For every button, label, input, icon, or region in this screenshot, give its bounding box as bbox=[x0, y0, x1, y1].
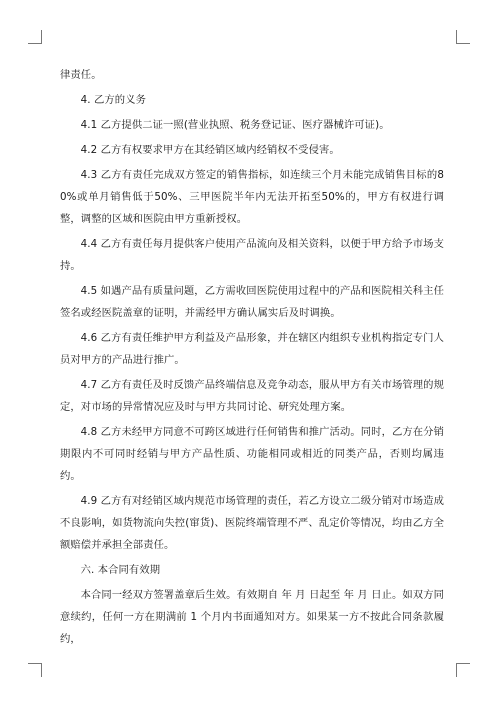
clause-4-2: 4.2 乙方有权要求甲方在其经销区域内经销权不受侵害。 bbox=[80, 144, 340, 156]
document-body bbox=[60, 64, 444, 653]
crop-mark-bottom-left bbox=[28, 663, 42, 677]
crop-mark-top-right bbox=[456, 30, 470, 44]
clause-4-7: 4.7 乙方有责任及时反馈产品终端信息及竞争动态，服从甲方有关市场管理的规定，对市场的异常情况应及时与甲方共同讨论、研究处理方案。 bbox=[60, 379, 444, 413]
section-heading-validity-period: 六. 本合同有效期 bbox=[80, 564, 161, 576]
clause-4-6: 4.6 乙方有责任维护甲方利益及产品形象，并在辖区内组织专业机构指定专门人员对甲方的产品进行推广。 bbox=[60, 332, 444, 366]
clause-4-3: 4.3 乙方有责任完成双方签定的销售指标，如连续三个月未能完成销售目标的80%或单月销售低于50%、三甲医院半年内无法开拓至50%的，甲方有权进行调整，调整的区域和医院由甲方重新授权。 bbox=[60, 169, 444, 225]
clause-4-1: 4.1 乙方提供二证一照(营业执照、税务登记证、医疗器械许可证)。 bbox=[80, 119, 390, 131]
clause-4-4: 4.4 乙方有责任每月提供客户使用产品流向及相关资料，以便于甲方给予市场支持。 bbox=[60, 238, 444, 272]
clause-4-8: 4.8 乙方未经甲方同意不可跨区域进行任何销售和推广活动。同时，乙方在分销期限内不可同时经销与甲方产品性质、功能相同或相近的同类产品，否则均属违约。 bbox=[60, 426, 444, 482]
clause-4-5: 4.5 如遇产品有质量问题，乙方需收回医院使用过程中的产品和医院相关科主任签名或经医院盖章的证明，并需经甲方确认属实后及时调换。 bbox=[60, 285, 444, 319]
paragraph-1: 律责任。 bbox=[60, 69, 102, 81]
section-heading-party-b-obligations: 4. 乙方的义务 bbox=[80, 94, 146, 106]
clause-4-9: 4.9 乙方有对经销区域内规范市场管理的责任，若乙方设立二级分销对市场造成不良影响，如货物流向失控(窜货)、医院终端管理不严、乱定价等情况，均由乙方全额赔偿并承担全部责任。 bbox=[60, 495, 444, 551]
validity-paragraph: 本合同一经双方签署盖章后生效。有效期自 年 月 日起至 年 月 日止。如双方同意续约，任何一方在期满前 1 个月内书面通知对方。如果某一方不按此合同条款履约， bbox=[60, 589, 444, 645]
crop-mark-top-left bbox=[28, 30, 42, 44]
crop-mark-bottom-right bbox=[456, 663, 470, 677]
